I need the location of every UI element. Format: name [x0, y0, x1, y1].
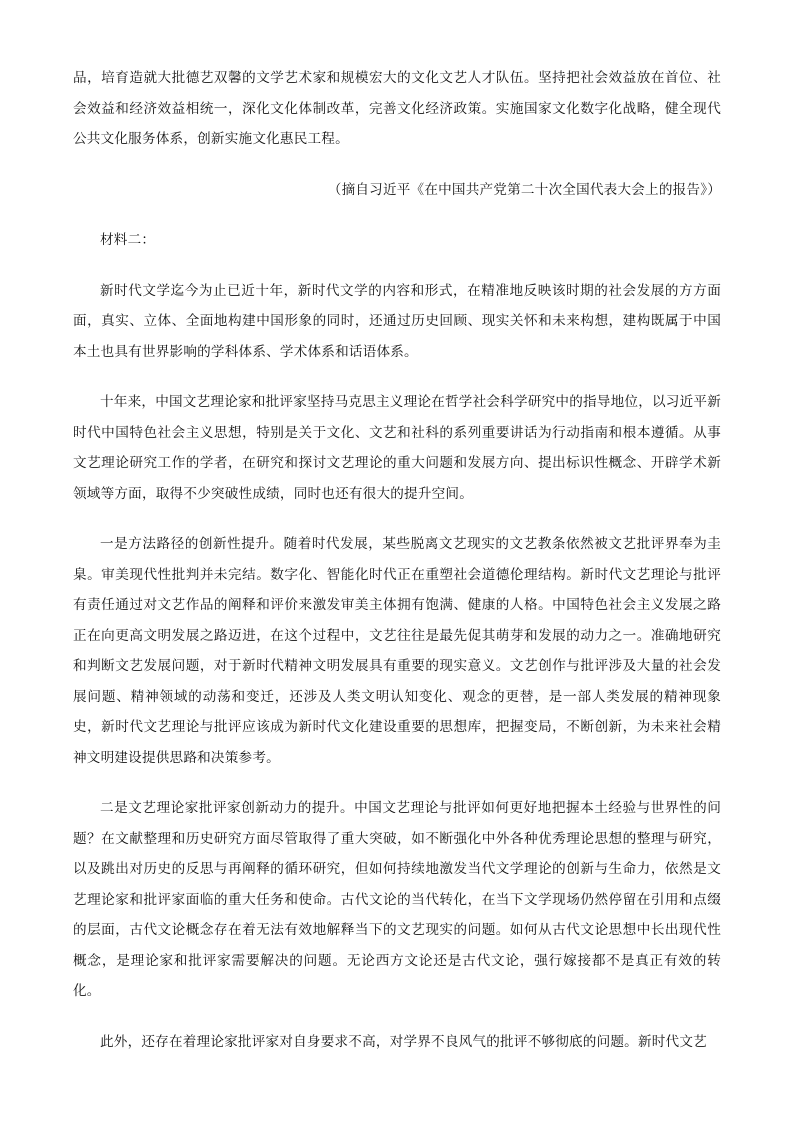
section-label: 材料二： [100, 232, 156, 248]
body-paragraph-5: 此外，还存在着理论家批评家对自身要求不高，对学界不良风气的批评不够彻底的问题。新时代文艺 [100, 1033, 707, 1050]
paragraph-continued-material-one: 品，培育造就大批德艺双馨的文学艺术家和规模宏大的文化文艺人才队伍。坚持把社会效益放在首位、社会效益和经济效益相统一，深化文化体制改革，完善文化经济政策。实施国家文化数字化战略，健全现代公共文化服务体系，创新实施文化惠民工程。 [73, 70, 721, 147]
document-page [73, 63, 721, 1057]
body-paragraph-2: 十年来，中国文艺理论家和批评家坚持马克思主义理论在哲学社会科学研究中的指导地位，以习近平新时代中国特色社会主义思想，特别是关于文化、文艺和社科的系列重要讲话为行动指南和根本遵循。从事文艺理论研究工作的学者，在研究和探讨文艺理论的重大问题和发展方向、提出标识性概念、开辟学术新领域等方面，取得不少突破性成绩，同时也还有很大的提升空间。 [73, 394, 721, 502]
body-paragraph-4: 二是文艺理论家批评家创新动力的提升。中国文艺理论与批评如何更好地把握本土经验与世界性的问题？在文献整理和历史研究方面尽管取得了重大突破，如不断强化中外各种优秀理论思想的整理与研究，以及跳出对历史的反思与再阐释的循环研究，但如何持续地激发当代文学理论的创新与生命力，依然是文艺理论家和批评家面临的重大任务和使命。古代文论的当代转化，在当下文学现场仍然停留在引用和点缀的层面，古代文论概念存在着无法有效地解释当下的文艺现实的问题。如何从古代文论思想中长出现代性概念，是理论家和批评家需要解决的问题。无论西方文论还是古代文论，强行嫁接都不是真正有效的转化。 [73, 800, 721, 999]
body-paragraph-3: 一是方法路径的创新性提升。随着时代发展，某些脱离文艺现实的文艺教条依然被文艺批评界奉为圭臬。审美现代性批判并未完结。数字化、智能化时代正在重塑社会道德伦理结构。新时代文艺理论与批评有责任通过对文艺作品的阐释和评价来激发审美主体拥有饱满、健康的人格。中国特色社会主义发展之路正在向更高文明发展之路迈进，在这个过程中，文艺往往是最先促其萌芽和发展的动力之一。准确地研究和判断文艺发展问题，对于新时代精神文明发展具有重要的现实意义。文艺创作与批评涉及大量的社会发展问题、精神领域的动荡和变迁，还涉及人类文明认知变化、观念的更替，是一部人类发展的精神现象史，新时代文艺理论与批评应该成为新时代文化建设重要的思想库，把握变局，不断创新，为未来社会精神文明建设提供思路和决策参考。 [73, 536, 721, 766]
source-citation: （摘自习近平《在中国共产党第二十次全国代表大会上的报告》） [327, 181, 721, 198]
body-paragraph-1: 新时代文学迄今为止已近十年，新时代文学的内容和形式，在精准地反映该时期的社会发展的方方面面，真实、立体、全面地构建中国形象的同时，还通过历史回顾、现实关怀和未来构想，建构既属于中国本土也具有世界影响的学科体系、学术体系和话语体系。 [73, 282, 721, 360]
